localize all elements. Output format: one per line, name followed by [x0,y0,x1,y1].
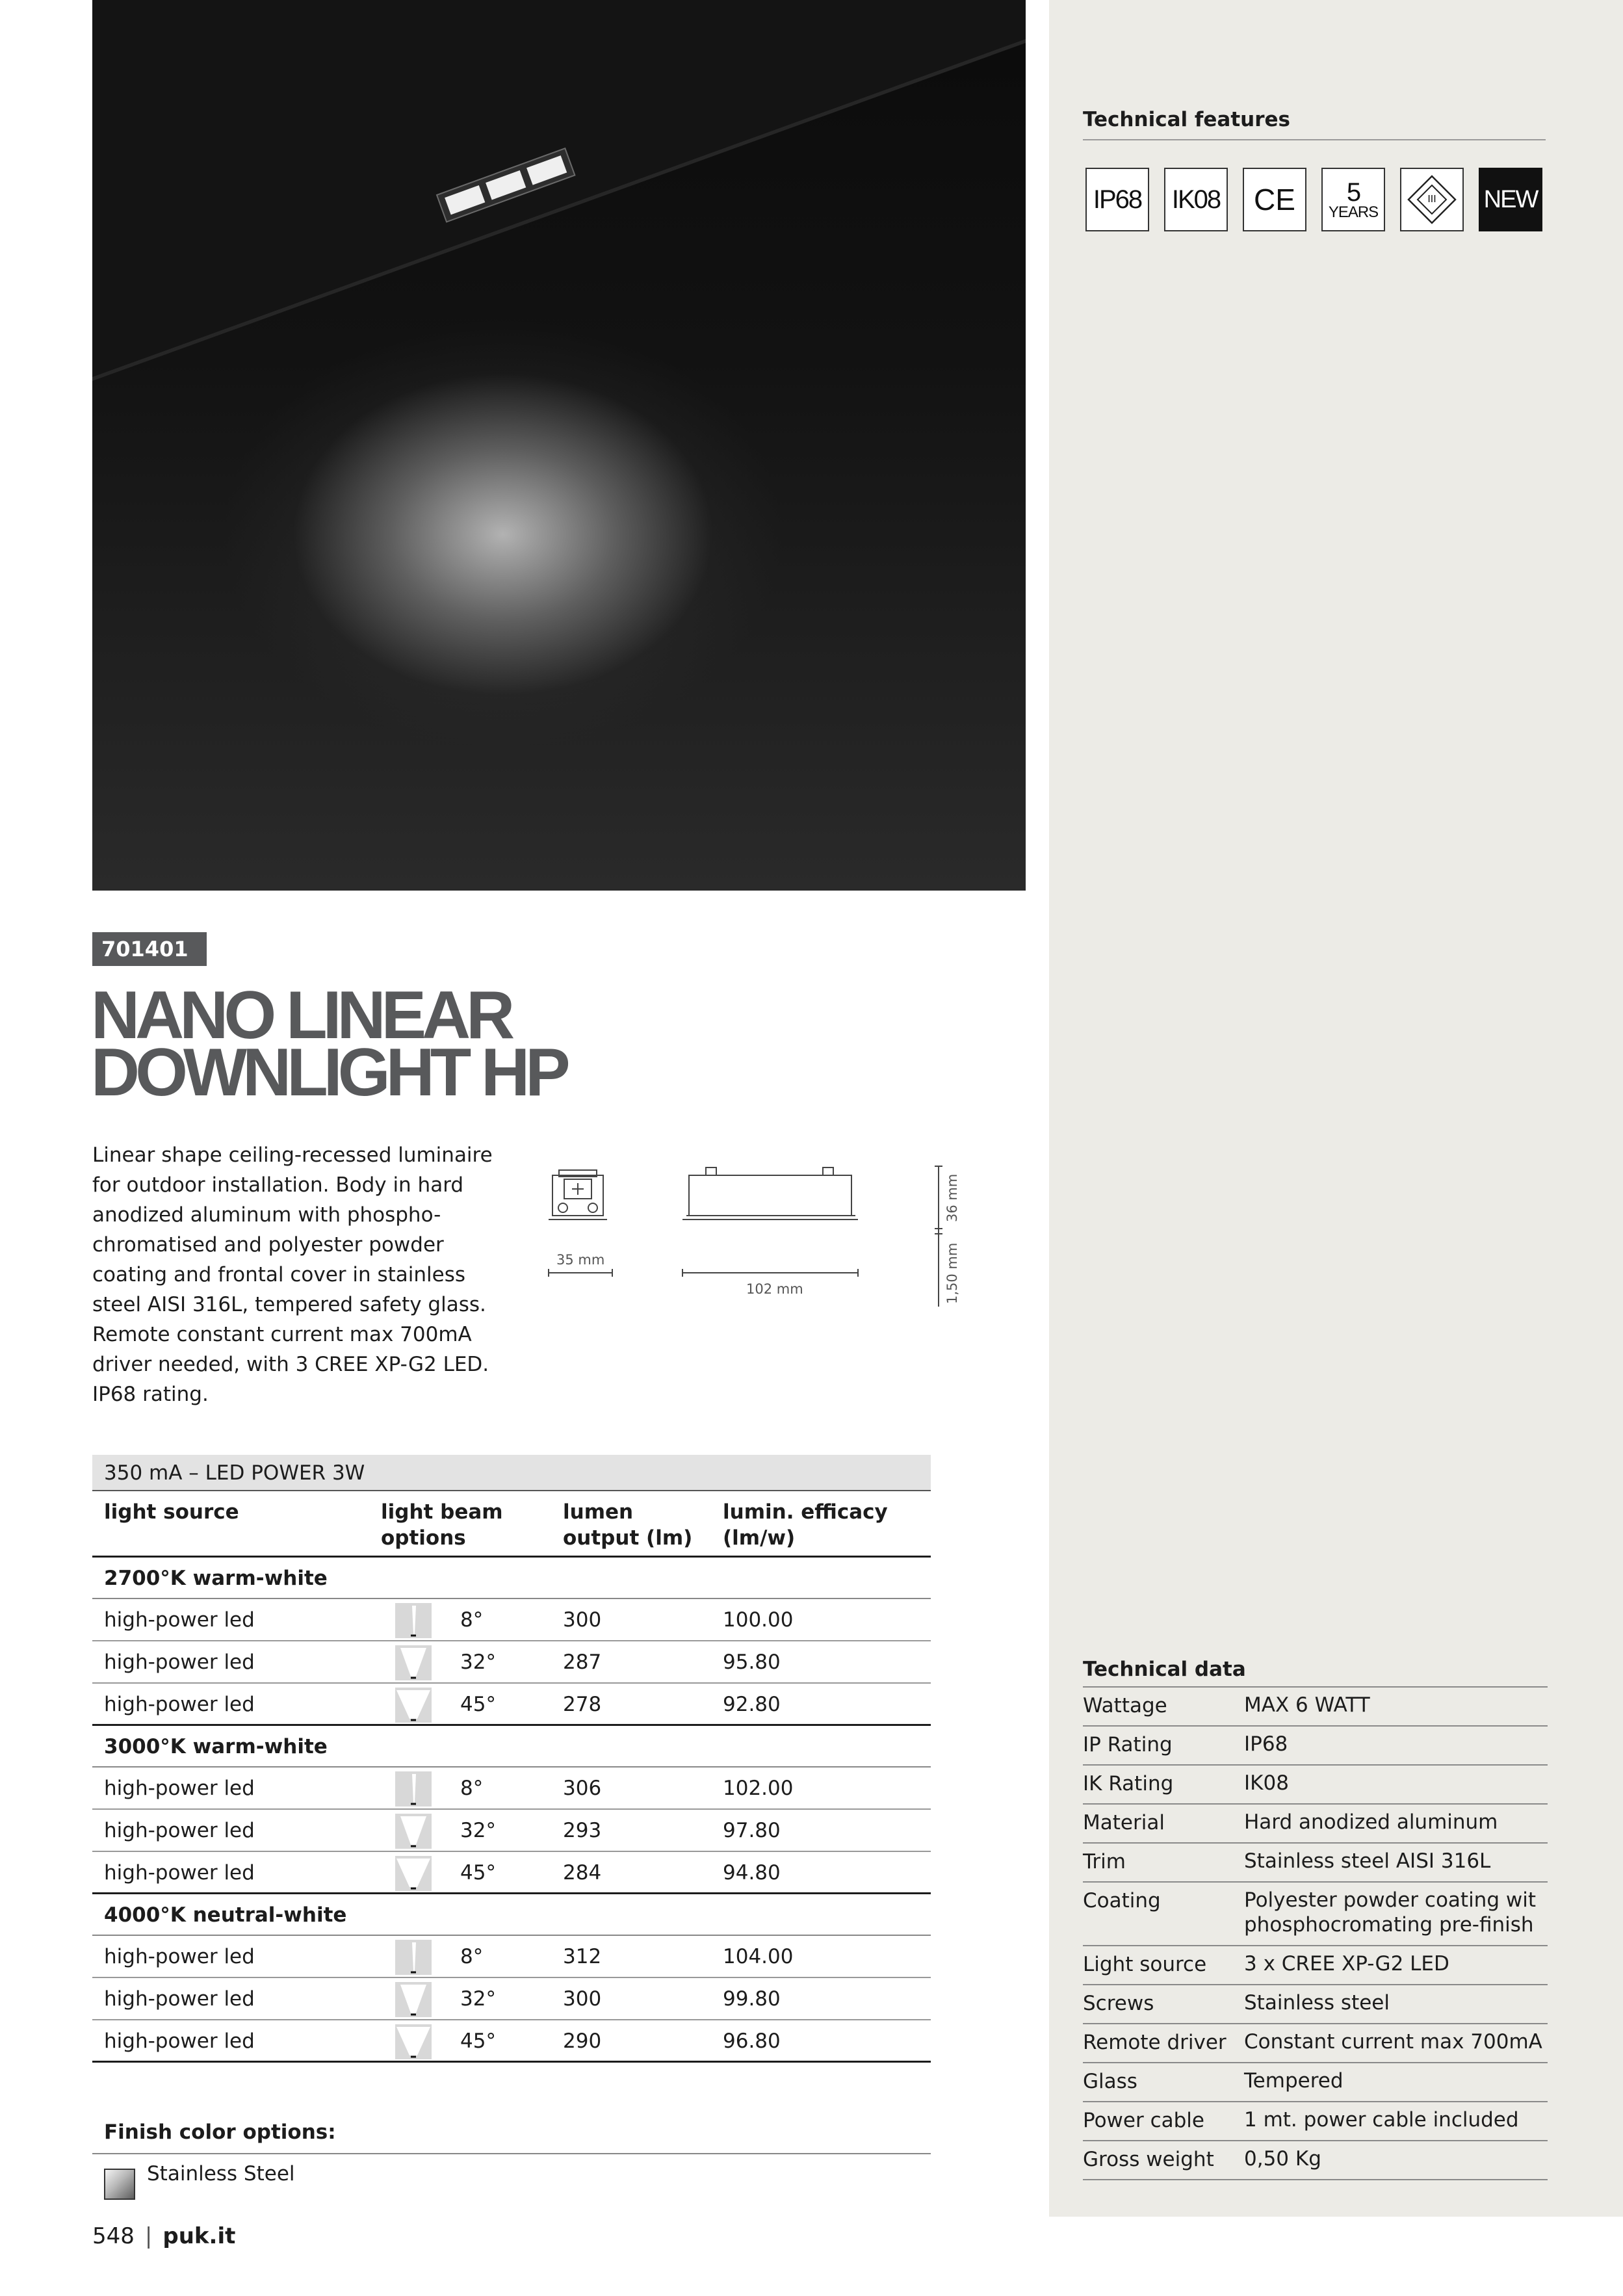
side-view-drawing [682,1168,858,1277]
technical-data-table [1083,1686,1548,2180]
technical-data-key: Remote driver [1083,2031,1227,2054]
table-row [92,1641,931,1684]
product-title-line2: DOWNLIGHT HP [91,1035,566,1110]
product-photo [92,0,1026,891]
technical-data-value: 1 mt. power cable included [1244,2108,1519,2132]
cell-beam-angle: 32° [460,1650,496,1674]
product-title [91,978,741,1110]
table-column-headers [92,1491,931,1558]
technical-data-row [1083,1686,1548,1725]
badge-label: III [1427,194,1436,205]
technical-data-title: Technical data [1083,1658,1246,1681]
column-header-lumen-output: lumen output (lm) [563,1500,693,1550]
beam-angle-icon [395,1603,432,1638]
technical-data-value: 3 x CREE XP-G2 LED [1244,1952,1449,1976]
cell-beam-angle: 32° [460,1819,496,1842]
performance-table [92,1455,931,2063]
technical-data-key: Power cable [1083,2109,1204,2132]
cell-lumen-output: 284 [563,1861,602,1885]
technical-data-key: IP Rating [1083,1733,1173,1756]
technical-data-value: MAX 6 WATT [1244,1693,1370,1717]
technical-data-value: Stainless steel [1244,1991,1390,2015]
technical-data-value: 0,50 Kg [1244,2147,1321,2171]
ik08-badge-icon [1164,168,1228,231]
cell-beam-angle: 32° [460,1987,496,2011]
technical-data-row [1083,2101,1548,2140]
technical-data-value: Stainless steel AISI 316L [1244,1849,1491,1873]
cell-beam-angle: 8° [460,1777,484,1800]
cell-light-source: high-power led [104,2029,255,2053]
cell-beam-angle: 45° [460,1861,496,1885]
cell-light-source: high-power led [104,1987,255,2011]
technical-data-value: Tempered [1244,2069,1344,2093]
technical-data-value: Polyester powder coating wit phosphocromating pre-finish [1244,1888,1536,1937]
table-row [92,1768,931,1810]
product-code: 701401 [92,932,207,966]
height-dimension: 36 mm [944,1173,960,1222]
technical-data-row [1083,1984,1548,2023]
technical-data-value: Constant current max 700mA [1244,2030,1542,2054]
technical-data-key: IK Rating [1083,1772,1174,1795]
cell-beam-angle: 45° [460,1693,496,1716]
technical-data-key: Light source [1083,1953,1207,1976]
table-row [92,1978,931,2020]
technical-data-key: Coating [1083,1889,1161,1912]
cell-efficacy: 96.80 [723,2029,781,2053]
table-heading: 350 mA – LED POWER 3W [92,1455,931,1491]
cell-efficacy: 92.80 [723,1693,781,1716]
footer-separator: | [144,2223,153,2249]
cell-light-source: high-power led [104,1945,255,1968]
column-header-efficacy: lumin. efficacy (lm/w) [723,1500,888,1550]
table-row [92,1599,931,1641]
cell-light-source: high-power led [104,1693,255,1716]
website-link[interactable]: puk.it [162,2223,236,2249]
five-years-warranty-icon [1321,168,1385,231]
beam-angle-icon [395,1771,432,1807]
column-header-light-source: light source [104,1500,239,1524]
cell-beam-angle: 8° [460,1945,484,1968]
divider [92,2153,931,2154]
cell-efficacy: 94.80 [723,1861,781,1885]
page-number: 548 [92,2223,135,2249]
badge-label: CE [1254,183,1295,216]
cell-beam-angle: 8° [460,1608,484,1632]
technical-data-row [1083,2062,1548,2101]
cell-lumen-output: 278 [563,1693,602,1716]
cell-efficacy: 97.80 [723,1819,781,1842]
cell-light-source: high-power led [104,1861,255,1885]
technical-data-key: Glass [1083,2070,1137,2093]
cell-lumen-output: 312 [563,1945,602,1968]
column-header-beam-options: light beam options [381,1500,503,1550]
technical-data-key: Gross weight [1083,2148,1214,2171]
cell-lumen-output: 287 [563,1650,602,1674]
beam-angle-icon [395,2024,432,2059]
cell-efficacy: 99.80 [723,1987,781,2011]
technical-data-value: IP68 [1244,1732,1288,1756]
beam-angle-icon [395,1688,432,1723]
technical-data-row [1083,1842,1548,1881]
badge-label: 5 [1346,178,1360,207]
cell-lumen-output: 290 [563,2029,602,2053]
divider [1083,139,1546,140]
ce-mark-icon [1243,168,1306,231]
cell-beam-angle: 45° [460,2029,496,2053]
table-row [92,1684,931,1726]
beam-angle-icon [395,1856,432,1891]
technical-data-row [1083,2023,1548,2062]
table-row [92,1852,931,1894]
height-dimension-line [935,1166,942,1307]
product-description: Linear shape ceiling-recessed luminaire for outdoor installation. Body in hard anodized aluminum with phospho-chromatised and polyester powder coating and frontal cover in stainless steel AISI 316L, tempered safety glass. Remote constant current max 700mA driver needed, with 3 CREE XP-G2 LED. IP68 rating. [92,1143,493,1406]
badge-label: IK08 [1171,185,1221,214]
technical-data-key: Material [1083,1811,1165,1834]
cell-efficacy: 100.00 [723,1608,794,1632]
badge-sublabel: YEARS [1328,203,1379,221]
cell-lumen-output: 293 [563,1819,602,1842]
table-row [92,1936,931,1978]
badge-label: IP68 [1093,185,1142,214]
class-iii-icon [1400,168,1464,231]
technical-data-row [1083,1881,1548,1945]
finish-option-label: Stainless Steel [147,2162,295,2185]
technical-data-key: Wattage [1083,1694,1167,1717]
technical-data-row [1083,2140,1548,2180]
new-badge-icon [1479,168,1542,231]
technical-features-title: Technical features [1083,108,1290,131]
min-depth-dimension: 1,50 mm [944,1242,960,1304]
cell-lumen-output: 306 [563,1777,602,1800]
technical-data-row [1083,1945,1548,1984]
technical-data-key: Screws [1083,1992,1154,2015]
table-row [92,1810,931,1852]
front-width-dimension: 35 mm [556,1252,605,1268]
table-body [92,1558,931,2063]
cell-light-source: high-power led [104,1819,255,1842]
badge-label: NEW [1483,186,1538,213]
technical-data-key: Trim [1083,1850,1126,1873]
table-group-header: 2700°K warm-white [92,1558,931,1599]
cell-efficacy: 102.00 [723,1777,794,1800]
stainless-steel-swatch [104,2169,135,2200]
table-group-header: 3000°K warm-white [92,1726,931,1768]
technical-data-value: Hard anodized aluminum [1244,1810,1498,1834]
beam-angle-icon [395,1645,432,1680]
beam-angle-icon [395,1982,432,2017]
technical-data-value: IK08 [1244,1771,1289,1795]
table-row [92,2020,931,2063]
cell-lumen-output: 300 [563,1987,602,2011]
cell-light-source: high-power led [104,1608,255,1632]
cell-efficacy: 104.00 [723,1945,794,1968]
beam-angle-icon [395,1940,432,1975]
cell-lumen-output: 300 [563,1608,602,1632]
technical-drawings [539,1157,981,1329]
beam-angle-icon [395,1814,432,1849]
technical-data-row [1083,1764,1548,1803]
product-title-line1: NANO LINEAR [91,978,511,1053]
side-length-dimension: 102 mm [746,1281,803,1297]
page-footer [92,2223,235,2249]
ip68-badge-icon [1085,168,1149,231]
table-group-header: 4000°K neutral-white [92,1894,931,1936]
cell-light-source: high-power led [104,1777,255,1800]
cell-efficacy: 95.80 [723,1650,781,1674]
technical-data-row [1083,1725,1548,1764]
technical-data-row [1083,1803,1548,1842]
cell-light-source: high-power led [104,1650,255,1674]
finish-title: Finish color options: [104,2120,336,2144]
